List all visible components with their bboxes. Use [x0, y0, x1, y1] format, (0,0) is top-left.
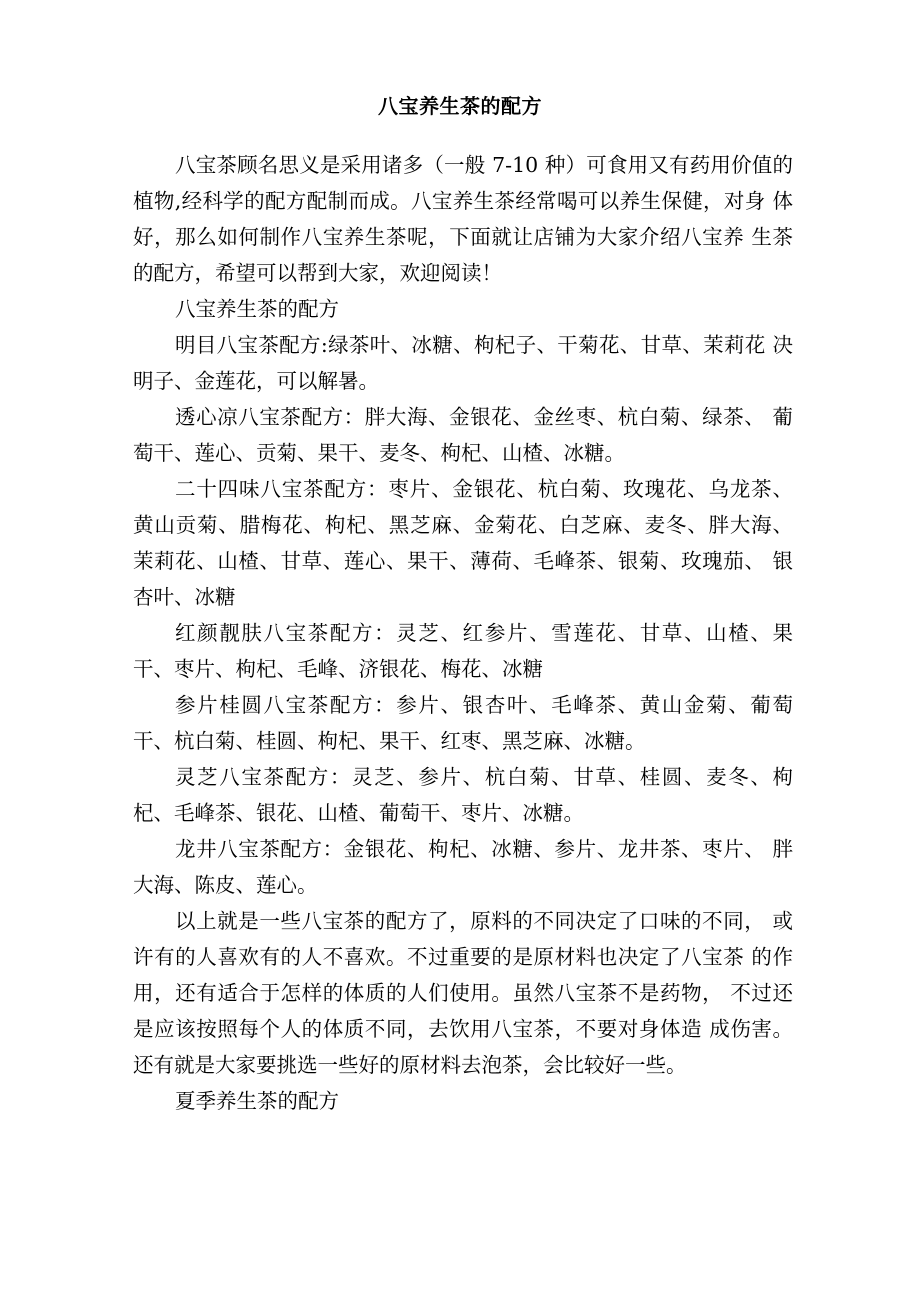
document-title: 八宝养生茶的配方 [378, 94, 542, 118]
recipe-paragraph: 红颜靓肤八宝茶配方：灵芝、红参片、雪莲花、甘草、山楂、果 干、枣片、枸杞、毛峰、济银花、梅花、冰糖 [133, 621, 793, 681]
conclusion-paragraph: 以上就是一些八宝茶的配方了，原料的不同决定了口味的不同， 或许有的人喜欢有的人不喜欢。不过重要的是原材料也决定了八宝茶 的作用，还有适合于怎样的体质的人们使用。虽然八宝茶不是药物， 不过还是应该按照每个人的体质不同，去饮用八宝茶，不要对身体造 成伤害。还有就是大家要挑选一些好的原材料去泡茶，会比较好一些。 [133, 909, 793, 1077]
recipe-paragraph: 龙井八宝茶配方：金银花、枸杞、冰糖、参片、龙井茶、枣片、 胖大海、陈皮、莲心。 [133, 837, 793, 897]
recipe-paragraph: 二十四味八宝茶配方：枣片、金银花、杭白菊、玫瑰花、乌龙茶、 黄山贡菊、腊梅花、枸杞、黑芝麻、金菊花、白芝麻、麦冬、胖大海、 茉莉花、山楂、甘草、莲心、果干、薄荷、毛峰茶、银菊、玫瑰茄、 银杏叶、冰糖 [133, 477, 793, 609]
section-heading: 夏季养生茶的配方 [175, 1089, 339, 1113]
recipe-paragraph: 明目八宝茶配方:绿茶叶、冰糖、枸杞子、干菊花、甘草、茉莉花 决明子、金莲花，可以解暑。 [133, 333, 793, 393]
document-body [133, 147, 793, 1119]
intro-paragraph: 八宝茶顾名思义是采用诸多（一般 7-10 种）可食用又有药用价值的 植物,经科学的配方配制而成。八宝养生茶经常喝可以养生保健，对身 体好，那么如何制作八宝养生茶呢，下面就让店铺为大家介绍八宝养 生茶的配方，希望可以帮到大家，欢迎阅读！ [133, 153, 793, 285]
recipe-paragraph: 透心凉八宝茶配方：胖大海、金银花、金丝枣、杭白菊、绿茶、 葡萄干、莲心、贡菊、果干、麦冬、枸杞、山楂、冰糖。 [133, 405, 793, 465]
recipe-paragraph: 灵芝八宝茶配方：灵芝、参片、杭白菊、甘草、桂圆、麦冬、枸 杞、毛峰茶、银花、山楂、葡萄干、枣片、冰糖。 [133, 765, 793, 825]
section-heading: 八宝养生茶的配方 [175, 297, 339, 321]
recipe-paragraph: 参片桂圆八宝茶配方：参片、银杏叶、毛峰茶、黄山金菊、葡萄 干、杭白菊、桂圆、枸杞、果干、红枣、黑芝麻、冰糖。 [133, 693, 793, 753]
